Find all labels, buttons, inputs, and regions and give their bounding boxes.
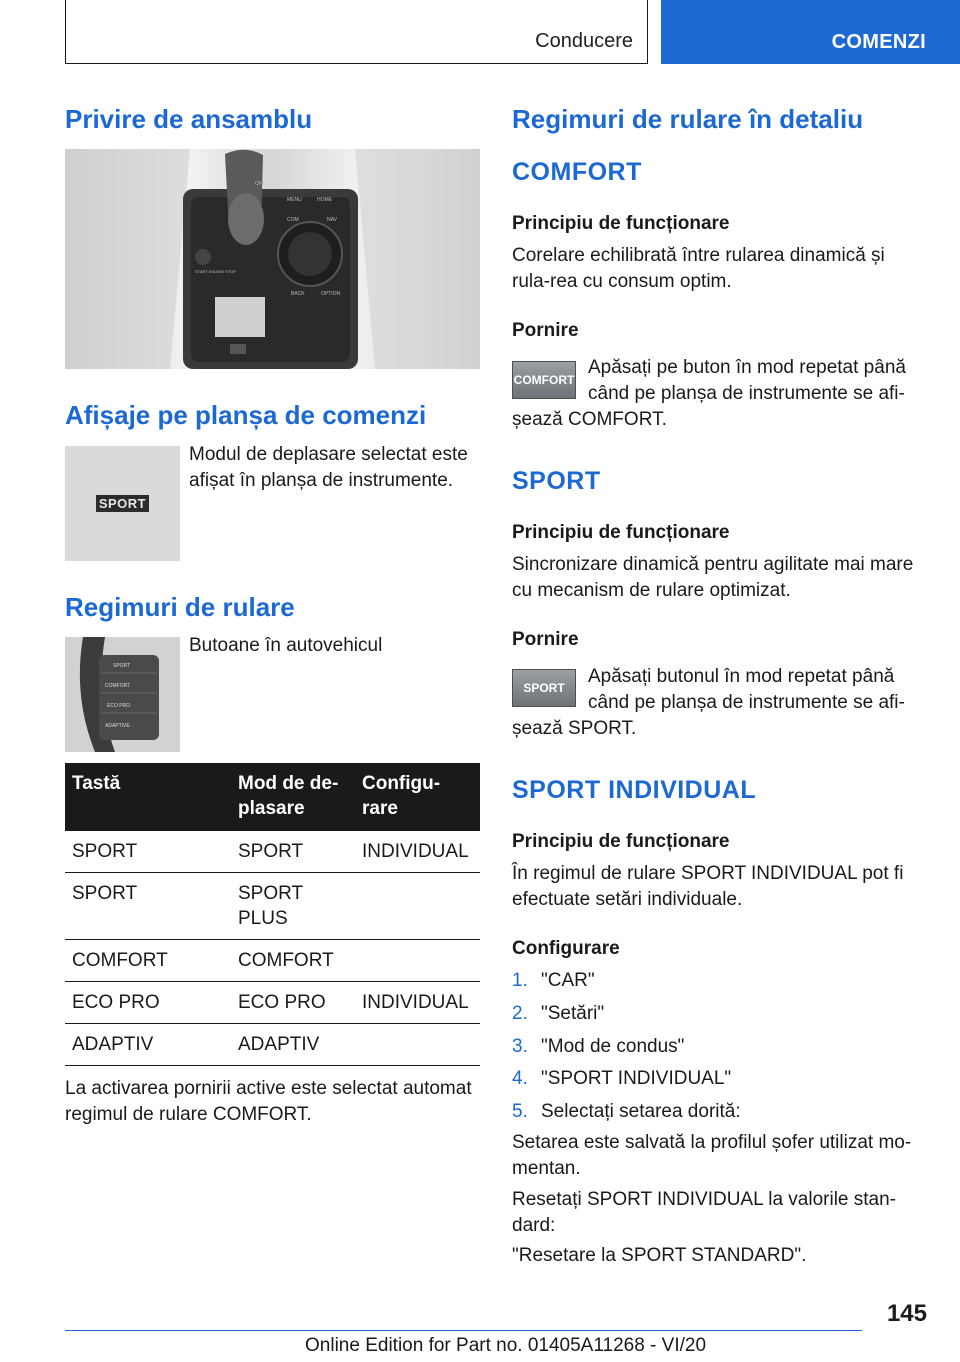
sport-display-badge: SPORT xyxy=(96,495,149,512)
table-row xyxy=(65,873,480,940)
step-number: 2. xyxy=(512,1003,528,1024)
modes-description: Butoane în autovehicul xyxy=(189,635,383,656)
buttons-label: ECO PRO xyxy=(107,703,131,709)
footer-divider xyxy=(65,1330,862,1331)
display-photo xyxy=(65,446,180,561)
config-step xyxy=(512,1001,604,1027)
sport-button-label: SPORT xyxy=(523,681,565,695)
modes-table xyxy=(65,763,480,1066)
step-number: 1. xyxy=(512,970,528,991)
table-cell: SPORT xyxy=(231,831,355,873)
buttons-label: ADAPTIVE xyxy=(105,723,130,729)
reset-command: "Resetare la SPORT STANDARD". xyxy=(512,1245,807,1266)
sport-principle-text: Sincronizare dinamică pentru agilitate mai mare cu mecanism de rulare optimizat. xyxy=(512,554,914,601)
table-cell: COMFORT xyxy=(65,940,231,982)
step-number: 4. xyxy=(512,1068,528,1089)
saved-text: Setarea este salvată la profilul șofer utilizat mo-mentan. xyxy=(512,1132,912,1179)
table-row xyxy=(65,940,480,982)
footer-edition: Online Edition for Part no. 01405A11268 - VI/20 xyxy=(305,1335,707,1356)
sport-principle-label: Principiu de funcționare xyxy=(512,522,730,543)
sport-heading: SPORT xyxy=(512,467,601,495)
header-chapter-label: COMENZI xyxy=(831,31,926,53)
buttons-illustration xyxy=(65,637,180,752)
comfort-start-text: Apăsați pe buton în mod repetat până când pe planșa de instrumente se afi- xyxy=(588,357,906,404)
console-illustration xyxy=(65,149,480,369)
comfort-button-label: COMFORT xyxy=(513,373,575,387)
header-section-title: Conducere xyxy=(535,30,633,52)
config-step xyxy=(512,1066,731,1092)
sport-start-text: Apăsați butonul în mod repetat până când pe planșa de instrumente se afi- xyxy=(588,666,905,713)
table-cell: SPORT xyxy=(65,831,231,873)
comfort-principle-label: Principiu de funcționare xyxy=(512,213,730,234)
table-cell: COMFORT xyxy=(231,940,355,982)
table-header-cell: Tastă xyxy=(65,763,231,831)
individual-heading: SPORT INDIVIDUAL xyxy=(512,776,757,804)
display-description: Modul de deplasare selectat este afișat în planșa de instrumente. xyxy=(189,444,468,491)
table-cell: ADAPTIV xyxy=(231,1024,355,1066)
console-label: COM xyxy=(287,217,299,223)
detail-title: Regimuri de rulare în detaliu xyxy=(512,104,864,134)
table-header-row xyxy=(65,763,480,831)
console-photo xyxy=(65,149,480,369)
table-row xyxy=(65,982,480,1024)
console-label: MENU xyxy=(287,197,302,203)
table-cell: ADAPTIV xyxy=(65,1024,231,1066)
step-number: 3. xyxy=(512,1036,528,1057)
comfort-start-text-cont: șează COMFORT. xyxy=(512,409,667,430)
console-label: HOME xyxy=(317,197,332,203)
step-number: 5. xyxy=(512,1101,528,1122)
individual-config-label: Configurare xyxy=(512,938,620,959)
buttons-label: SPORT xyxy=(113,663,131,669)
step-text: "Setări" xyxy=(541,1003,605,1024)
comfort-start-label: Pornire xyxy=(512,320,579,341)
header-section-box xyxy=(65,0,648,64)
table-cell xyxy=(355,873,480,940)
step-text: "Mod de condus" xyxy=(541,1036,685,1057)
display-title: Afișaje pe planșa de comenzi xyxy=(65,400,427,430)
sport-start-text-cont: șează SPORT. xyxy=(512,718,637,739)
table-cell xyxy=(355,1024,480,1066)
buttons-label: COMFORT xyxy=(105,683,131,689)
sport-button-image xyxy=(512,669,576,707)
table-cell xyxy=(355,940,480,982)
step-text: Selectați setarea dorită: xyxy=(541,1101,741,1122)
table-cell: INDIVIDUAL xyxy=(355,831,480,873)
individual-principle-text: În regimul de rulare SPORT INDIVIDUAL pot fi efectuate setări individuale. xyxy=(512,863,904,910)
console-label: START ENGINE STOP xyxy=(195,269,237,274)
individual-principle-label: Principiu de funcționare xyxy=(512,831,730,852)
reset-text: Resetați SPORT INDIVIDUAL la valorile stan-dard: xyxy=(512,1189,897,1236)
modes-title: Regimuri de rulare xyxy=(65,592,295,622)
config-step xyxy=(512,1034,684,1060)
table-header-cell: Configu-rare xyxy=(355,763,480,831)
step-text: "SPORT INDIVIDUAL" xyxy=(541,1068,732,1089)
comfort-heading: COMFORT xyxy=(512,158,642,186)
table-cell: SPORT PLUS xyxy=(231,873,355,940)
table-header-cell: Mod de de-plasare xyxy=(231,763,355,831)
overview-title: Privire de ansamblu xyxy=(65,104,313,134)
buttons-photo xyxy=(65,637,180,752)
table-cell: ECO PRO xyxy=(231,982,355,1024)
config-step xyxy=(512,968,595,994)
console-label: NAV xyxy=(327,217,337,223)
table-cell: ECO PRO xyxy=(65,982,231,1024)
console-label: BACK xyxy=(291,291,305,297)
comfort-button-image xyxy=(512,361,576,399)
step-text: "CAR" xyxy=(541,970,595,991)
activation-text: La activarea pornirii active este selectat automat regimul de rulare COMFORT. xyxy=(65,1078,472,1125)
sport-start-label: Pornire xyxy=(512,629,579,650)
table-row xyxy=(65,831,480,873)
config-step xyxy=(512,1099,741,1125)
console-label: OFF xyxy=(255,181,265,187)
comfort-principle-text: Corelare echilibrată între rularea dinamică și rula-rea cu consum optim. xyxy=(512,245,885,292)
page-number: 145 xyxy=(886,1300,927,1327)
header-chapter-tab xyxy=(661,0,960,64)
table-cell: SPORT xyxy=(65,873,231,940)
table-cell: INDIVIDUAL xyxy=(355,982,480,1024)
console-label: OPTION xyxy=(321,291,341,297)
table-row xyxy=(65,1024,480,1066)
